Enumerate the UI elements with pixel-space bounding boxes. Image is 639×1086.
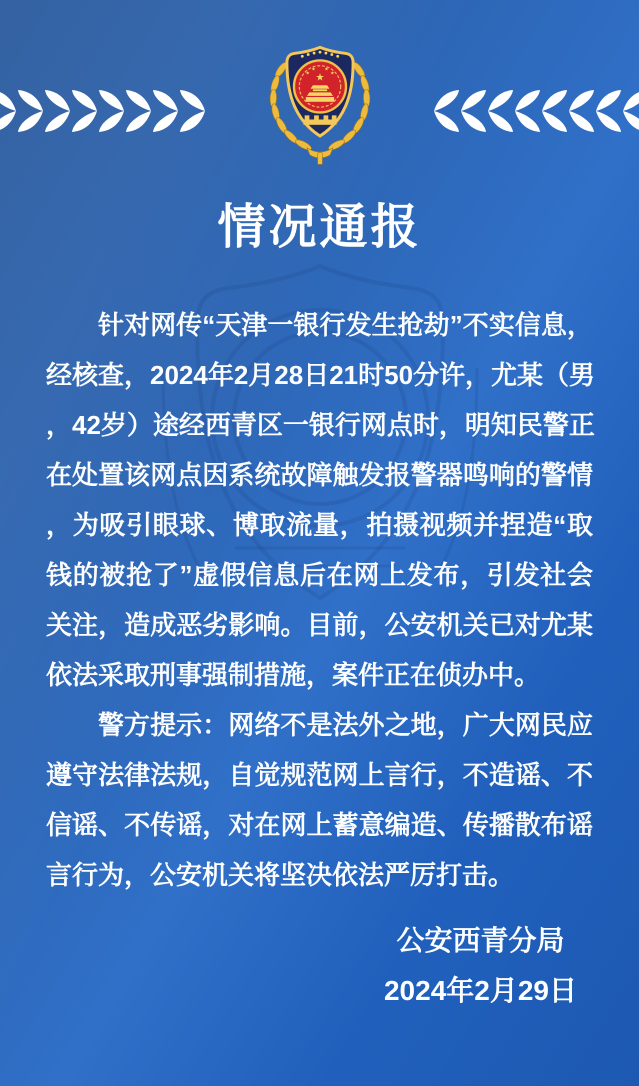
svg-text:★: ★ bbox=[315, 72, 324, 84]
notice-body bbox=[0, 300, 639, 900]
notice-line: 警方提示：网络不是法外之地，广大网民应 bbox=[98, 710, 593, 740]
notice-line: 关注，造成恶劣影响。目前，公安机关已对尤某 bbox=[46, 610, 593, 640]
police-badge-icon bbox=[255, 32, 385, 173]
svg-text:★: ★ bbox=[323, 67, 329, 73]
signature-agency: 公安西青分局 bbox=[396, 925, 565, 956]
notice-paragraph-2 bbox=[46, 700, 593, 900]
notice-line: 在处置该网点因系统故障触发报警器鸣响的警情 bbox=[46, 460, 593, 490]
notice-line: 信谣、不传谣，对在网上蓄意编造、传播散布谣 bbox=[46, 810, 593, 840]
chevrons-right-icon bbox=[0, 90, 208, 139]
svg-text:★: ★ bbox=[329, 71, 335, 77]
notice-line: 经核查，2024年2月28日21时50分许，尤某（男 bbox=[46, 360, 596, 390]
chevrons-left-icon bbox=[431, 90, 639, 139]
notice-line: 钱的被抢了”虚假信息后在网上发布，引发社会 bbox=[46, 560, 593, 590]
notice-line: 言行为，公安机关将坚决依法严厉打击。 bbox=[46, 860, 515, 890]
notice-line: 依法采取刑事强制措施，案件正在侦办中。 bbox=[46, 660, 541, 690]
notice-line: 针对网传“天津一银行发生抢劫”不实信息， bbox=[98, 310, 593, 340]
signature-date: 2024年2月29日 bbox=[383, 975, 577, 1006]
notice-title: 情况通报 bbox=[217, 201, 422, 254]
svg-text:★: ★ bbox=[310, 67, 316, 73]
svg-text:★: ★ bbox=[304, 71, 310, 77]
notice-line: ，42岁）途经西青区一银行网点时，明知民警正 bbox=[46, 410, 595, 440]
notice-line: 遵守法律法规，自觉规范网上言行，不造谣、不 bbox=[46, 760, 593, 790]
notice-paragraph-1 bbox=[46, 300, 596, 700]
signature-block bbox=[384, 916, 577, 1016]
poster-header bbox=[0, 0, 639, 182]
notice-line: ，为吸引眼球、博取流量，拍摄视频并捏造“取 bbox=[46, 510, 593, 540]
